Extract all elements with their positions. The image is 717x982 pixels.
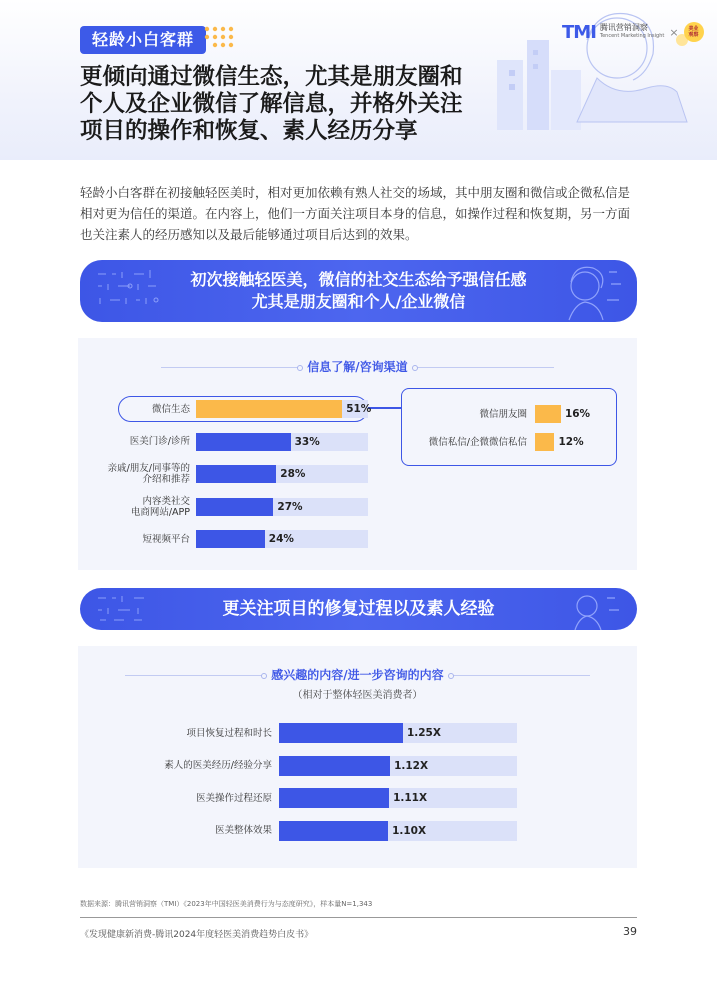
content-chart-title: 感兴趣的内容/进一步咨询的内容 — [78, 666, 637, 683]
bar-value-label: 1.12X — [394, 759, 429, 772]
banner-trust-line1: 初次接触轻医美，微信的社交生态给予强信任感 — [190, 270, 527, 289]
bar-value-label: 16% — [564, 408, 591, 420]
bar-label: 项目恢复过程和时长 — [186, 727, 272, 739]
footer-publication: 《发现健康新消费-腾讯2024年度轻医美消费趋势白皮书》 — [80, 930, 314, 940]
bar-label: 医美门诊/诊所 — [129, 436, 190, 447]
bar — [279, 723, 403, 743]
bar-value-label: 27% — [277, 500, 303, 513]
tmi-logo-mark: TMI — [562, 21, 596, 43]
bar-label: 微信生态 — [151, 403, 190, 415]
doodle-pattern-icon — [94, 592, 164, 626]
bar-label: 微信私信/企微微信私信 — [428, 436, 527, 448]
page-number: 39 — [623, 925, 637, 938]
bar-value-label: 33% — [294, 435, 320, 448]
brand-logo — [562, 20, 704, 44]
bar-label: 亲戚/朋友/同事等的 介绍和推荐 — [107, 463, 190, 485]
bar-value-label: 1.10X — [392, 824, 427, 837]
bar — [535, 405, 561, 423]
bar — [196, 400, 342, 418]
bar — [279, 821, 388, 841]
bar-value-label: 1.11X — [393, 792, 428, 804]
bar — [535, 433, 554, 451]
partner-badge-icon: 美业 观察 — [684, 22, 704, 42]
banner-recovery-text: 更关注项目的修复过程以及素人经验 — [222, 599, 495, 619]
page-title: 更倾向通过微信生态，尤其是朋友圈和 个人及企业微信了解信息，并格外关注 项目的操作和恢复、素人经历分享 — [80, 64, 463, 144]
logo-cn: 腾讯营销洞察 — [599, 23, 648, 32]
intro-paragraph: 轻龄小白客群在初接触轻医美时，相对更加依赖有熟人社交的场域，其中朋友圈和微信或企微私信是相对更为信任的渠道。在内容上，他们一方面关注项目本身的信息，如操作过程和恢复期，另一方面也关注素人的经历感知以及最后能够通过项目后达到的效果。 — [80, 185, 631, 242]
channel-chart-title: 信息了解/咨询渠道 — [78, 358, 637, 375]
footer-divider — [80, 917, 637, 918]
wechat-breakdown-callout — [401, 388, 617, 466]
bar-label: 医美操作过程还原 — [195, 792, 272, 804]
bar-value-label: 28% — [280, 468, 306, 480]
bar — [279, 788, 389, 808]
bar-value-label: 12% — [558, 436, 584, 448]
bar-track — [196, 433, 368, 451]
content-chart-subtitle: （相对于整体轻医美消费者） — [292, 690, 423, 701]
bar — [279, 756, 390, 776]
bar — [196, 530, 265, 548]
bar — [196, 498, 273, 516]
dots-decoration — [203, 25, 239, 53]
woman-doodle-icon — [557, 588, 627, 630]
bar-label: 素人的医美经历/经验分享 — [164, 760, 272, 771]
logo-separator: × — [669, 25, 679, 39]
bar-label: 医美整体效果 — [214, 825, 272, 836]
bar — [196, 465, 276, 483]
data-source-note: 数据来源：腾讯营销洞察（TMI）《2023年中国轻医美消费行为与态度研究》，样本量N=1,343 — [80, 900, 373, 908]
bar-value-label: 1.25X — [406, 727, 441, 739]
logo-en: Tencent Marketing Insight — [599, 33, 665, 39]
bar-track — [279, 723, 517, 743]
bar-track — [196, 400, 368, 418]
banner-recovery — [80, 588, 637, 630]
audience-tag: 轻龄小白客群 — [80, 26, 206, 54]
bar-label: 短视频平台 — [142, 533, 190, 545]
bar-label: 微信朋友圈 — [479, 408, 527, 420]
bar — [196, 433, 291, 451]
bar-value-label: 24% — [268, 533, 294, 545]
bar-label: 内容类社交 电商网站/APP — [130, 495, 190, 518]
banner-trust — [80, 260, 637, 322]
bar-value-label: 51% — [346, 403, 372, 415]
bar-track — [535, 405, 565, 423]
hero-header — [0, 0, 717, 160]
banner-trust-line2: 尤其是朋友圈和个人/企业微信 — [251, 292, 466, 311]
